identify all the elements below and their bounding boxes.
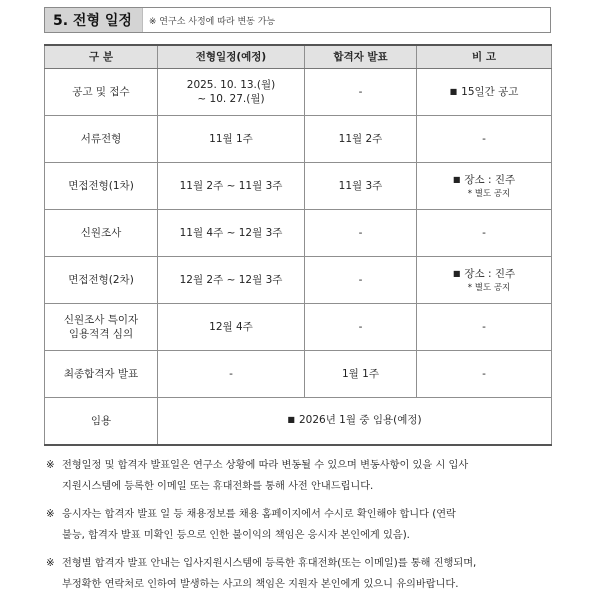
header-announcement: 합격자 발표 — [305, 45, 417, 69]
remarks-text: 장소 : 진주 — [464, 267, 516, 280]
table-row — [45, 116, 552, 163]
table-row — [45, 257, 552, 304]
row-category: 공고 및 접수 — [45, 69, 158, 116]
row-remarks — [417, 257, 552, 304]
table-row — [45, 351, 552, 398]
row-remarks: - — [417, 116, 552, 163]
bullet-icon: ■ — [449, 86, 458, 96]
header-schedule: 전형일정(예정) — [158, 45, 305, 69]
row-category: 면접전형(1차) — [45, 163, 158, 210]
note-line: 전형일정 및 합격자 발표일은 연구소 상황에 따라 변동될 수 있으며 변동사항이 있을 시 입사 — [62, 460, 469, 471]
row-remarks: - — [417, 304, 552, 351]
row-schedule: 11월 1주 — [158, 116, 305, 163]
table-header-row — [45, 45, 552, 69]
note-mark: ※ — [46, 558, 55, 569]
row-announcement: - — [305, 257, 417, 304]
appointment-text-cell — [158, 398, 552, 445]
row-schedule: 12월 4주 — [158, 304, 305, 351]
section-note: ※ 연구소 사정에 따라 변동 가능 — [148, 16, 276, 27]
section-title: 5. 전형 일정 — [45, 8, 143, 32]
note-line: 전형별 합격자 발표 안내는 입사지원시스템에 등록한 휴대전화(또는 이메일)를 통해 진행되며, — [62, 558, 477, 569]
remarks-subnote: * 별도 공지 — [467, 282, 511, 293]
row-schedule — [158, 69, 305, 116]
table-row — [45, 398, 552, 445]
row-announcement: - — [305, 210, 417, 257]
row-category: 서류전형 — [45, 116, 158, 163]
row-schedule: 12월 2주 ~ 12월 3주 — [158, 257, 305, 304]
schedule-line: 2025. 10. 13.(월) — [186, 79, 276, 91]
row-schedule: 11월 2주 ~ 11월 3주 — [158, 163, 305, 210]
bullet-icon: ■ — [452, 268, 461, 278]
row-category: 면접전형(2차) — [45, 257, 158, 304]
category-line: 신원조사 특이자 — [63, 314, 139, 326]
remarks-subnote: * 별도 공지 — [467, 188, 511, 199]
note-text — [62, 504, 556, 546]
schedule-line: ~ 10. 27.(월) — [197, 93, 265, 105]
remarks-text: 장소 : 진주 — [464, 173, 516, 186]
note-text — [62, 553, 556, 595]
note-item — [46, 553, 556, 595]
header-category: 구 분 — [45, 45, 158, 69]
row-remarks — [417, 69, 552, 116]
note-text — [62, 455, 556, 497]
row-remarks — [417, 163, 552, 210]
schedule-table — [44, 44, 552, 446]
row-schedule: 11월 4주 ~ 12월 3주 — [158, 210, 305, 257]
row-category — [45, 304, 158, 351]
row-remarks: - — [417, 210, 552, 257]
note-item — [46, 504, 556, 546]
row-remarks: - — [417, 351, 552, 398]
row-category: 최종합격자 발표 — [45, 351, 158, 398]
row-schedule: - — [158, 351, 305, 398]
appointment-text: 2026년 1월 중 임용(예정) — [298, 414, 422, 427]
bullet-icon: ■ — [287, 415, 295, 425]
note-item — [46, 455, 556, 497]
note-line: 부정확한 연락처로 인하여 발생하는 사고의 책임은 지원자 본인에게 있으니 유의바랍니다. — [62, 579, 459, 590]
remarks-text: 15일간 공고 — [461, 85, 519, 98]
row-category: 신원조사 — [45, 210, 158, 257]
category-line: 임용적격 심의 — [68, 328, 134, 340]
note-line: 지원시스템에 등록한 이메일 또는 휴대전화를 통해 사전 안내드립니다. — [62, 481, 374, 492]
row-announcement: 11월 2주 — [305, 116, 417, 163]
row-announcement: - — [305, 69, 417, 116]
note-line: 응시자는 합격자 발표 일 등 채용정보를 채용 홈페이지에서 수시로 확인해야 합니다 (연락 — [62, 509, 456, 520]
note-line: 불능, 합격자 발표 미확인 등으로 인한 불이익의 책임은 응시자 본인에게 있음). — [62, 530, 410, 541]
row-announcement: 11월 3주 — [305, 163, 417, 210]
row-announcement: - — [305, 304, 417, 351]
note-mark: ※ — [46, 509, 55, 520]
row-category: 임용 — [45, 398, 158, 445]
notes-section — [46, 455, 556, 602]
table-row — [45, 163, 552, 210]
bullet-icon: ■ — [452, 174, 461, 184]
header-remarks: 비 고 — [417, 45, 552, 69]
table-row — [45, 210, 552, 257]
table-row — [45, 69, 552, 116]
section-header — [44, 7, 551, 33]
row-announcement: 1월 1주 — [305, 351, 417, 398]
note-mark: ※ — [46, 460, 55, 471]
table-row — [45, 304, 552, 351]
